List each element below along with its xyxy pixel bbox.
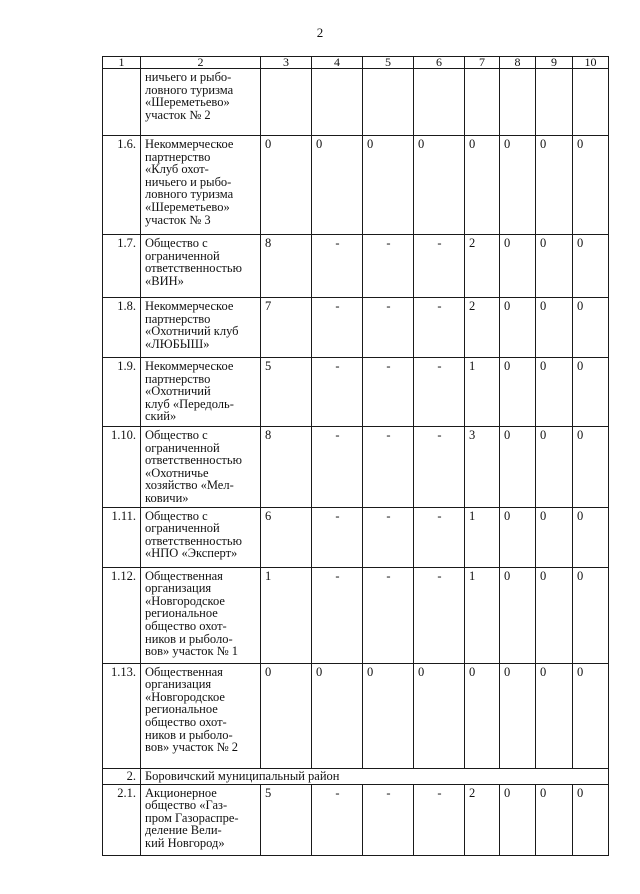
value-cell: 0 bbox=[465, 136, 500, 235]
value-cell: 0 bbox=[536, 235, 573, 298]
value-cell: 2 bbox=[465, 784, 500, 855]
dash-value-cell: - bbox=[312, 507, 363, 567]
value-cell: 0 bbox=[500, 358, 536, 427]
value-cell: 0 bbox=[573, 427, 609, 508]
data-table bbox=[102, 56, 609, 856]
value-cell bbox=[363, 69, 414, 136]
organization-name-cell bbox=[141, 663, 261, 768]
value-cell: 5 bbox=[261, 784, 312, 855]
organization-name: Общество с ограниченной ответственностью «НПО «Эксперт» bbox=[145, 508, 242, 561]
value-cell: 0 bbox=[536, 567, 573, 663]
dash-value-cell: - bbox=[312, 784, 363, 855]
row-number: 1.11. bbox=[103, 507, 141, 567]
value-cell: 0 bbox=[500, 136, 536, 235]
value-cell: 0 bbox=[500, 427, 536, 508]
value-cell: 0 bbox=[500, 784, 536, 855]
dash-value-cell: - bbox=[363, 235, 414, 298]
row-number: 1.6. bbox=[103, 136, 141, 235]
dash-value-cell: - bbox=[414, 235, 465, 298]
section-row bbox=[103, 768, 609, 784]
dash-value-cell: - bbox=[363, 784, 414, 855]
dash-value-cell: - bbox=[414, 567, 465, 663]
value-cell: 0 bbox=[573, 507, 609, 567]
column-number: 7 bbox=[465, 57, 500, 69]
dash-value-cell: - bbox=[414, 298, 465, 358]
value-cell: 0 bbox=[536, 298, 573, 358]
value-cell: 0 bbox=[500, 235, 536, 298]
row-number: 1.10. bbox=[103, 427, 141, 508]
value-cell bbox=[536, 69, 573, 136]
dash-value-cell: - bbox=[363, 298, 414, 358]
table-row bbox=[103, 298, 609, 358]
value-cell: 0 bbox=[500, 507, 536, 567]
column-number: 10 bbox=[573, 57, 609, 69]
value-cell: 1 bbox=[261, 567, 312, 663]
value-cell: 1 bbox=[465, 507, 500, 567]
organization-name-cell bbox=[141, 69, 261, 136]
organization-name-cell bbox=[141, 358, 261, 427]
value-cell: 0 bbox=[500, 298, 536, 358]
dash-value-cell: - bbox=[414, 358, 465, 427]
dash-value-cell: - bbox=[414, 784, 465, 855]
organization-name: Некоммерческое партнерство «Охотничий клуб «Передоль- ский» bbox=[145, 359, 234, 424]
table-body bbox=[103, 57, 609, 856]
row-number: 1.9. bbox=[103, 358, 141, 427]
value-cell: 0 bbox=[536, 784, 573, 855]
dash-value-cell: - bbox=[363, 427, 414, 508]
table-row bbox=[103, 136, 609, 235]
organization-name: Некоммерческое партнерство «Охотничий клуб «ЛЮБЫШ» bbox=[145, 299, 239, 351]
section-title: Боровичский муниципальный район bbox=[141, 768, 609, 784]
table-row bbox=[103, 784, 609, 855]
organization-name: Некоммерческое партнерство «Клуб охот- ничьего и рыбо- ловного туризма «Шереметьево» участок № 3 bbox=[145, 137, 234, 227]
table-row bbox=[103, 663, 609, 768]
row-number: 1.12. bbox=[103, 567, 141, 663]
value-cell: 0 bbox=[261, 136, 312, 235]
value-cell: 5 bbox=[261, 358, 312, 427]
organization-name: Общество с ограниченной ответственностью «Охотничье хозяйство «Мел- ковичи» bbox=[145, 428, 242, 505]
section-number: 2. bbox=[103, 768, 141, 784]
value-cell: 0 bbox=[573, 663, 609, 768]
dash-value-cell: - bbox=[312, 235, 363, 298]
value-cell: 0 bbox=[536, 136, 573, 235]
organization-name: Общественная организация «Новгородское региональное общество охот- ников и рыболо- вов» участок № 1 bbox=[145, 568, 239, 659]
table-row bbox=[103, 358, 609, 427]
value-cell: 0 bbox=[465, 663, 500, 768]
table-row bbox=[103, 427, 609, 508]
value-cell: 0 bbox=[573, 784, 609, 855]
value-cell: 0 bbox=[363, 136, 414, 235]
column-number: 1 bbox=[103, 57, 141, 69]
column-number-row bbox=[103, 57, 609, 69]
column-number: 9 bbox=[536, 57, 573, 69]
value-cell: 0 bbox=[414, 136, 465, 235]
value-cell: 0 bbox=[573, 235, 609, 298]
value-cell bbox=[465, 69, 500, 136]
organization-name: Общественная организация «Новгородское региональное общество охот- ников и рыболо- вов» участок № 2 bbox=[145, 664, 239, 755]
column-number: 5 bbox=[363, 57, 414, 69]
value-cell: 8 bbox=[261, 427, 312, 508]
column-number: 6 bbox=[414, 57, 465, 69]
value-cell: 1 bbox=[465, 358, 500, 427]
dash-value-cell: - bbox=[414, 427, 465, 508]
value-cell: 0 bbox=[536, 358, 573, 427]
value-cell bbox=[261, 69, 312, 136]
row-number: 2.1. bbox=[103, 784, 141, 855]
row-number: 1.7. bbox=[103, 235, 141, 298]
dash-value-cell: - bbox=[312, 567, 363, 663]
table-row bbox=[103, 567, 609, 663]
organization-name-cell bbox=[141, 507, 261, 567]
value-cell: 0 bbox=[500, 567, 536, 663]
column-number: 4 bbox=[312, 57, 363, 69]
row-number: 1.13. bbox=[103, 663, 141, 768]
value-cell: 0 bbox=[536, 427, 573, 508]
value-cell: 0 bbox=[312, 136, 363, 235]
dash-value-cell: - bbox=[363, 358, 414, 427]
value-cell bbox=[500, 69, 536, 136]
dash-value-cell: - bbox=[312, 427, 363, 508]
dash-value-cell: - bbox=[363, 507, 414, 567]
value-cell bbox=[312, 69, 363, 136]
row-number: 1.8. bbox=[103, 298, 141, 358]
value-cell: 0 bbox=[536, 507, 573, 567]
dash-value-cell: - bbox=[414, 507, 465, 567]
organization-name: ничьего и рыбо- ловного туризма «Шереметьево» участок № 2 bbox=[145, 70, 234, 122]
continuation-row bbox=[103, 69, 609, 136]
dash-value-cell: - bbox=[312, 358, 363, 427]
value-cell: 0 bbox=[536, 663, 573, 768]
organization-name: Акционерное общество «Газ- пром Газораспре- деление Вели- кий Новгород» bbox=[145, 785, 239, 850]
organization-name-cell bbox=[141, 235, 261, 298]
organization-name-cell bbox=[141, 136, 261, 235]
column-number: 3 bbox=[261, 57, 312, 69]
value-cell: 0 bbox=[573, 136, 609, 235]
page-number: 2 bbox=[316, 25, 324, 40]
organization-name-cell bbox=[141, 567, 261, 663]
column-number: 8 bbox=[500, 57, 536, 69]
value-cell: 0 bbox=[573, 298, 609, 358]
organization-name-cell bbox=[141, 298, 261, 358]
organization-name-cell bbox=[141, 427, 261, 508]
value-cell: 0 bbox=[573, 358, 609, 427]
value-cell: 0 bbox=[500, 663, 536, 768]
value-cell: 8 bbox=[261, 235, 312, 298]
dash-value-cell: - bbox=[312, 298, 363, 358]
value-cell: 7 bbox=[261, 298, 312, 358]
value-cell bbox=[414, 69, 465, 136]
value-cell: 0 bbox=[573, 567, 609, 663]
value-cell: 0 bbox=[363, 663, 414, 768]
value-cell bbox=[573, 69, 609, 136]
value-cell: 3 bbox=[465, 427, 500, 508]
value-cell: 0 bbox=[414, 663, 465, 768]
value-cell: 2 bbox=[465, 298, 500, 358]
organization-name-cell bbox=[141, 784, 261, 855]
value-cell: 6 bbox=[261, 507, 312, 567]
table-row bbox=[103, 235, 609, 298]
column-number: 2 bbox=[141, 57, 261, 69]
value-cell: 0 bbox=[312, 663, 363, 768]
value-cell: 2 bbox=[465, 235, 500, 298]
row-number-cell bbox=[103, 69, 141, 136]
dash-value-cell: - bbox=[363, 567, 414, 663]
value-cell: 1 bbox=[465, 567, 500, 663]
organization-name: Общество с ограниченной ответственностью «ВИН» bbox=[145, 236, 242, 288]
table-row bbox=[103, 507, 609, 567]
value-cell: 0 bbox=[261, 663, 312, 768]
